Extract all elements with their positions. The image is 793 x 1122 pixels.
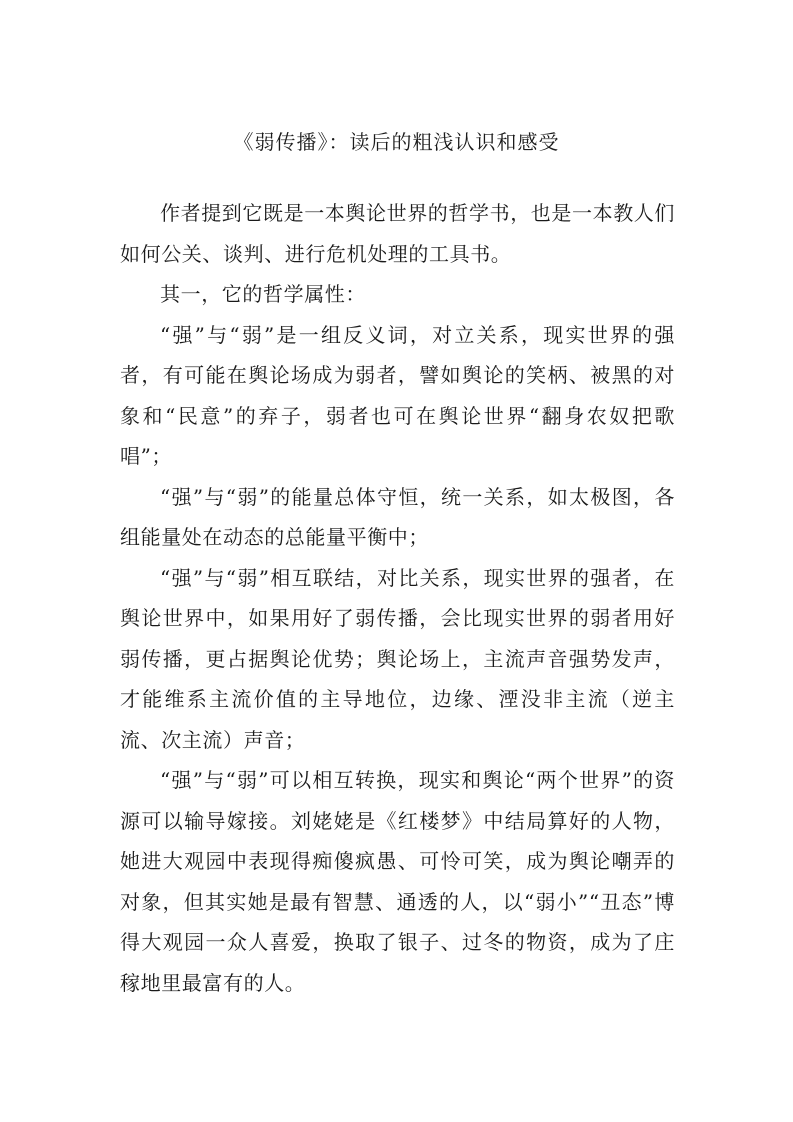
paragraph-conversion: “强”与“弱”可以相互转换，现实和舆论“两个世界”的资源可以输导嫁接。刘姥姥是《红楼梦》中结局算好的人物，她进大观园中表现得痴傻疯愚、可怜可笑，成为舆论嘲弄的对象，但其实她是最有智慧、通透的人，以“弱小”“丑态”博得大观园一众人喜爱，换取了银子、过冬的物资，成为了庄稼地里最富有的人。: [120, 768, 675, 995]
paragraph-intro: 作者提到它既是一本舆论世界的哲学书，也是一本教人们如何公关、谈判、进行危机处理的工具书。: [120, 201, 675, 266]
paragraph-section-heading: 其一，它的哲学属性：: [160, 282, 366, 306]
document-body: [120, 193, 675, 1003]
paragraph-opposition: “强”与“弱”是一组反义词，对立关系，现实世界的强者，有可能在舆论场成为弱者，譬如舆论的笑柄、被黑的对象和“民意”的弃子，弱者也可在舆论世界“翻身农奴把歌唱”；: [120, 322, 675, 468]
paragraph-contrast: “强”与“弱”相互联结，对比关系，现实世界的强者，在舆论世界中，如果用好了弱传播，会比现实世界的弱者用好弱传播，更占据舆论优势；舆论场上，主流声音强势发声，才能维系主流价值的主导地位，边缘、湮没非主流（逆主流、次主流）声音；: [120, 565, 675, 752]
document-title: 《弱传播》：读后的粗浅认识和感受: [233, 130, 560, 154]
paragraph-conservation: “强”与“弱”的能量总体守恒，统一关系，如太极图，各组能量处在动态的总能量平衡中；: [120, 484, 675, 549]
